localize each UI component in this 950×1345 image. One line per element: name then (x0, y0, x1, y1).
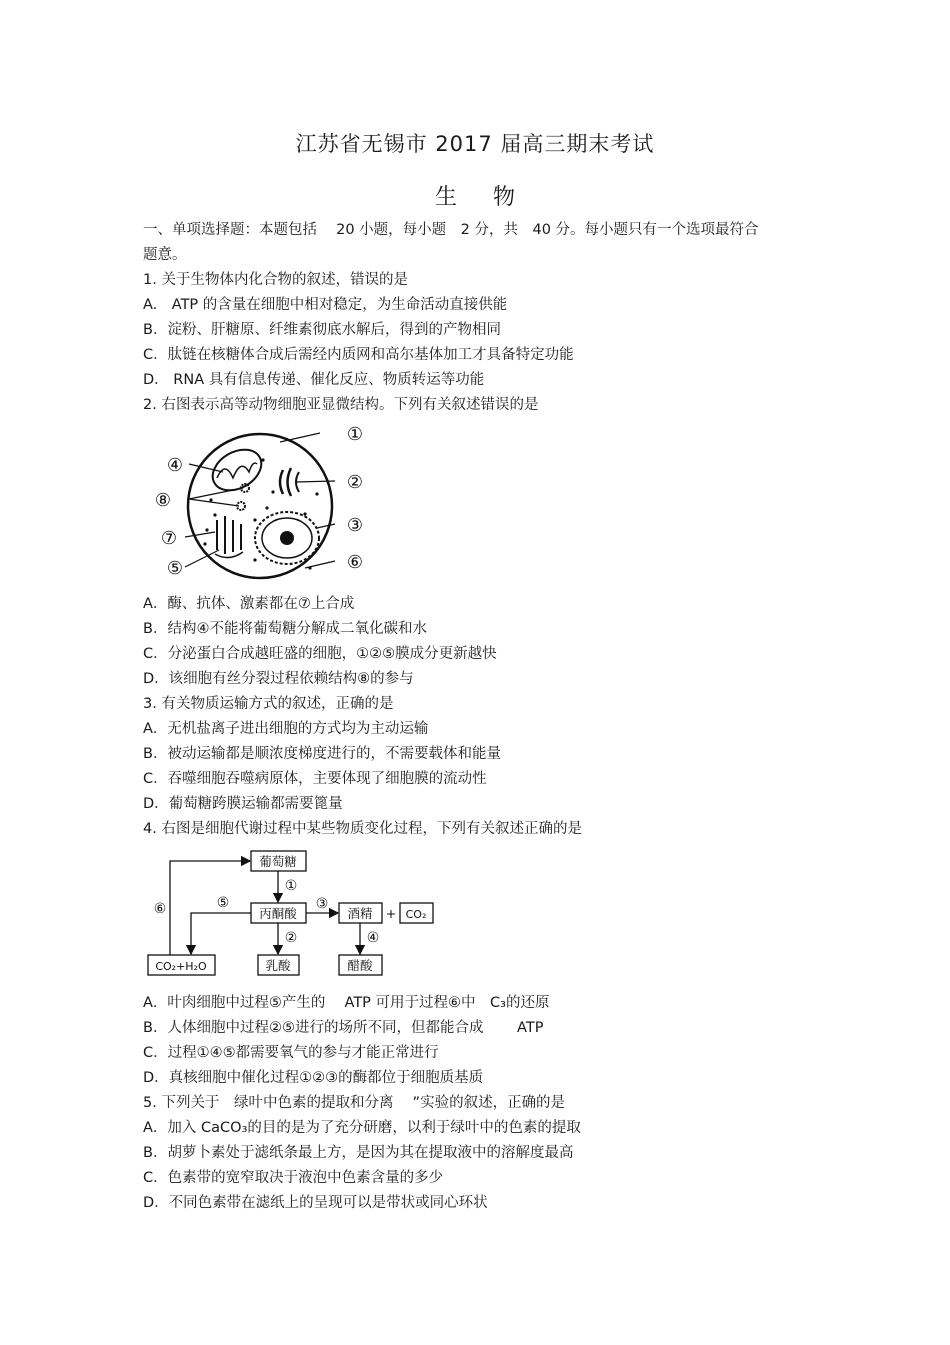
exam-title: 江苏省无锡市 2017 届高三期末考试 (295, 132, 655, 156)
q3-option-a: A．无机盐离子进出细胞的方式均为主动运输 (143, 721, 429, 737)
nucleus (255, 512, 319, 564)
q4-option-c: C．过程①④⑤都需要氧气的参与才能正常进行 (143, 1045, 439, 1061)
label-5: ⑤ (166, 558, 184, 579)
q1-option-c: C．肽链在核糖体合成后需经内质网和高尔基体加工才具备特定功能 (143, 347, 574, 363)
node-lactate: 乳酸 (265, 958, 291, 973)
q4-stem: 4. 右图是细胞代谢过程中某些物质变化过程，下列有关叙述正确的是 (143, 821, 582, 837)
arrow-5 (191, 913, 251, 954)
q2-option-a: A．酶、抗体、激素都在⑦上合成 (143, 596, 355, 612)
section-intro-line2: 题意。 (143, 247, 187, 263)
plus-sign: + (385, 906, 397, 921)
q3-stem: 3. 有关物质运输方式的叙述，正确的是 (143, 696, 394, 712)
q5-option-d: D．不同色素带在滤纸上的呈现可以是带状或同心环状 (143, 1195, 488, 1211)
q1-stem: 1. 关于生物体内化合物的叙述，错误的是 (143, 272, 408, 288)
label-6: ⑥ (346, 552, 364, 573)
q3-option-c: C．吞噬细胞吞噬病原体，主要体现了细胞膜的流动性 (143, 771, 487, 787)
metabolism-flow-diagram (145, 845, 445, 985)
q2-option-d: D．该细胞有丝分裂过程依赖结构⑧的参与 (143, 671, 414, 687)
step-5: ⑤ (216, 895, 230, 911)
q4-option-d: D．真核细胞中催化过程①②③的酶都位于细胞质基质 (143, 1070, 484, 1086)
label-4: ④ (166, 455, 184, 476)
leader-lines (185, 433, 335, 568)
endoplasmic-reticulum (215, 516, 243, 558)
q2-stem: 2. 右图表示高等动物细胞亚显微结构。下列有关叙述错误的是 (143, 397, 539, 413)
arrow-6 (170, 861, 250, 955)
q1-option-d: D． RNA 具有信息传递、催化反应、物质转运等功能 (143, 372, 485, 388)
step-1: ① (284, 878, 298, 894)
q2-option-c: C．分泌蛋白合成越旺盛的细胞，①②⑤膜成分更新越快 (143, 646, 497, 662)
q1-option-a: A. ATP 的含量在细胞中相对稳定，为生命活动直接供能 (143, 297, 508, 313)
label-3: ③ (346, 515, 364, 536)
node-acetic: 醋酸 (347, 958, 373, 973)
q5-option-a: A．加入 CaCO₃的目的是为了充分研磨，以利于绿叶中的色素的提取 (143, 1120, 581, 1136)
node-glucose: 葡萄糖 (259, 854, 297, 869)
node-co2: CO₂ (405, 908, 427, 921)
q3-option-b: B．被动运输都是顺浓度梯度进行的，不需要载体和能量 (143, 746, 501, 762)
label-2: ② (346, 472, 364, 493)
q4-option-b: B．人体细胞中过程②⑤进行的场所不同，但都能合成 ATP (143, 1020, 544, 1036)
q5-option-b: B．胡萝卜素处于滤纸条最上方，是因为其在提取液中的溶解度最高 (143, 1145, 574, 1161)
q1-option-b: B．淀粉、肝糖原、纤维素彻底水解后，得到的产物相同 (143, 322, 501, 338)
label-1: ① (346, 424, 364, 445)
step-2: ② (284, 930, 298, 946)
q3-option-d: D．葡萄糖跨膜运输都需要篦量 (143, 796, 343, 812)
node-pyruvate: 丙酮酸 (259, 906, 297, 921)
animal-cell-diagram (145, 420, 375, 585)
label-7: ⑦ (160, 528, 178, 549)
section-instructions (143, 218, 803, 268)
section-intro-line1: 一、单项选择题：本题包括 20 小题，每小题 2 分，共 40 分。每小题只有一个选项最符合 (143, 222, 759, 238)
q5-option-c: C．色素带的宽窄取决于液泡中色素含量的多少 (143, 1170, 444, 1186)
q2-option-b: B．结构④不能将葡萄糖分解成二氧化碳和水 (143, 621, 427, 637)
subject-title: 生物 (434, 185, 551, 210)
q4-option-a: A．叶肉细胞中过程⑤产生的 ATP 可用于过程⑥中 C₃的还原 (143, 995, 550, 1011)
q5-stem: 5. 下列关于 绿叶中色素的提取和分离 ”实验的叙述，正确的是 (143, 1095, 566, 1111)
node-co2-h2o: CO₂+H₂O (155, 960, 207, 973)
step-4: ④ (366, 930, 380, 946)
step-3: ③ (315, 896, 329, 912)
node-ethanol: 酒精 (347, 906, 373, 921)
label-8: ⑧ (154, 490, 172, 511)
step-6: ⑥ (153, 901, 167, 917)
